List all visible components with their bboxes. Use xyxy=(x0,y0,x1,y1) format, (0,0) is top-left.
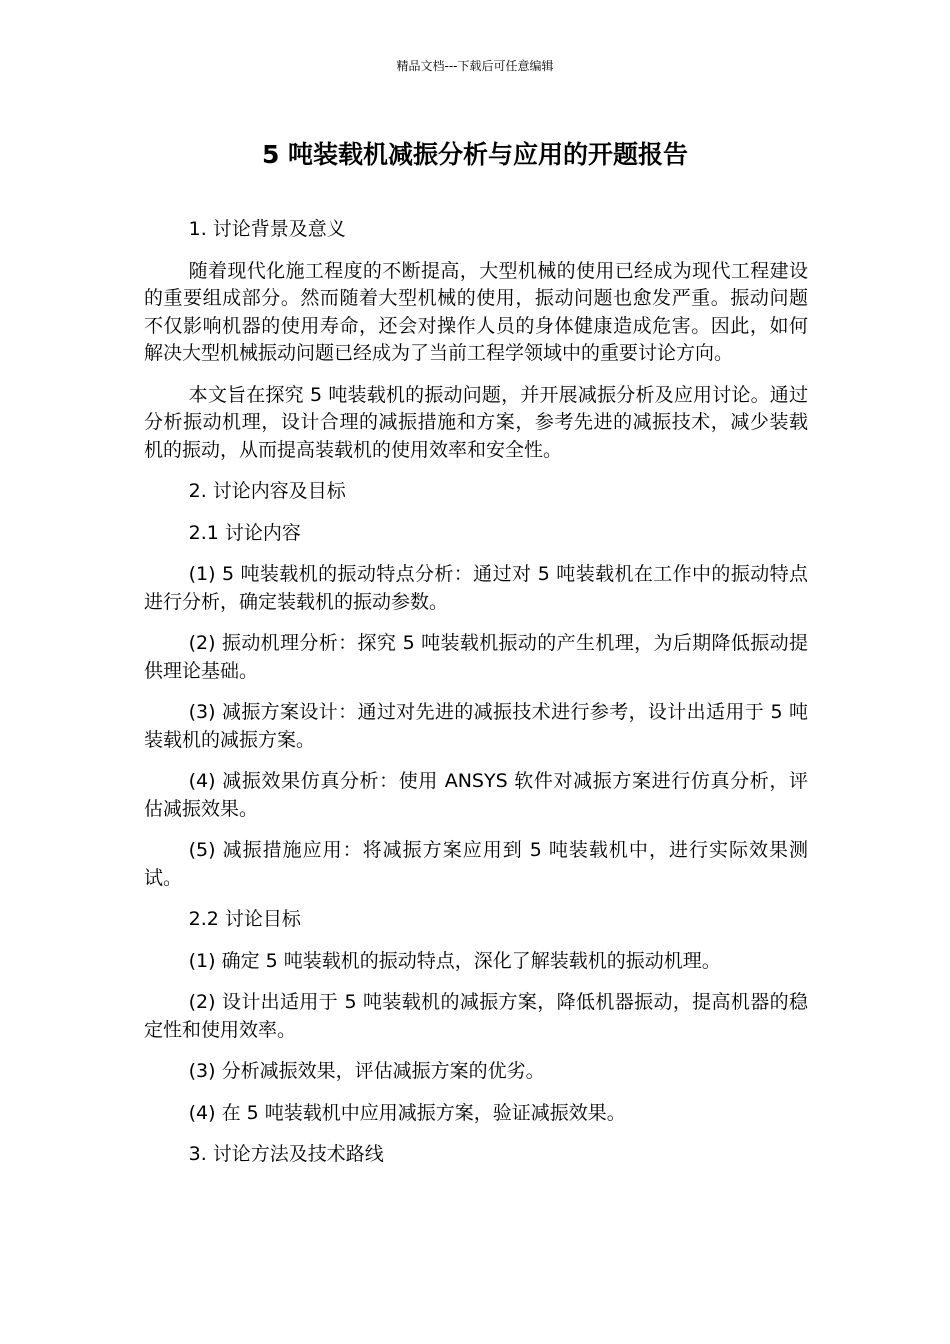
list-item-content-4: (4) 减振效果仿真分析：使用 ANSYS 软件对减振方案进行仿真分析，评估减振效果。 xyxy=(144,770,808,820)
list-item-content-3: (3) 减振方案设计：通过对先进的减振技术进行参考，设计出适用于 5 吨装载机的减振方案。 xyxy=(144,701,808,751)
section-heading-background: 1. 讨论背景及意义 xyxy=(188,218,346,240)
list-item-goal-1: (1) 确定 5 吨装载机的振动特点，深化了解装载机的振动机理。 xyxy=(188,949,721,972)
list-item-content-2: (2) 振动机理分析：探究 5 吨装载机振动的产生机理，为后期降低振动提供理论基础。 xyxy=(144,632,808,682)
section-heading-content-goals: 2. 讨论内容及目标 xyxy=(188,480,346,502)
list-item-goal-4: (4) 在 5 吨装载机中应用减振方案，验证减振效果。 xyxy=(188,1101,626,1124)
document-body xyxy=(144,216,808,1183)
list-item-goal-3: (3) 分析减振效果，评估减振方案的优劣。 xyxy=(188,1060,545,1082)
paragraph-background: 随着现代化施工程度的不断提高，大型机械的使用已经成为现代工程建设的重要组成部分。然而随着大型机械的使用，振动问题也愈发严重。振动问题不仅影响机器的使用寿命，还会对操作人员的身体健康造成危害。因此，如何解决大型机械振动问题已经成为了当前工程学领域中的重要讨论方向。 xyxy=(144,259,808,364)
list-item-goal-2: (2) 设计出适用于 5 吨装载机的减振方案，降低机器振动，提高机器的稳定性和使用效率。 xyxy=(144,991,808,1041)
document-title: 5 吨装载机减振分析与应用的开题报告 xyxy=(261,140,689,169)
page-header: 精品文档---下载后可任意编辑 xyxy=(396,59,554,73)
subsection-heading-content: 2.1 讨论内容 xyxy=(188,521,301,544)
subsection-heading-goals: 2.2 讨论目标 xyxy=(188,908,301,930)
list-item-content-5: (5) 减振措施应用：将减振方案应用到 5 吨装载机中，进行实际效果测试。 xyxy=(144,839,808,889)
paragraph-purpose: 本文旨在探究 5 吨装载机的振动问题，并开展减振分析及应用讨论。通过分析振动机理，设计合理的减振措施和方案，参考先进的减振技术，减少装载机的振动，从而提高装载机的使用效率和安全性。 xyxy=(144,383,808,461)
list-item-content-1: (1) 5 吨装载机的振动特点分析：通过对 5 吨装载机在工作中的振动特点进行分析，确定装载机的振动参数。 xyxy=(144,563,808,613)
section-heading-methods: 3. 讨论方法及技术路线 xyxy=(188,1143,384,1165)
